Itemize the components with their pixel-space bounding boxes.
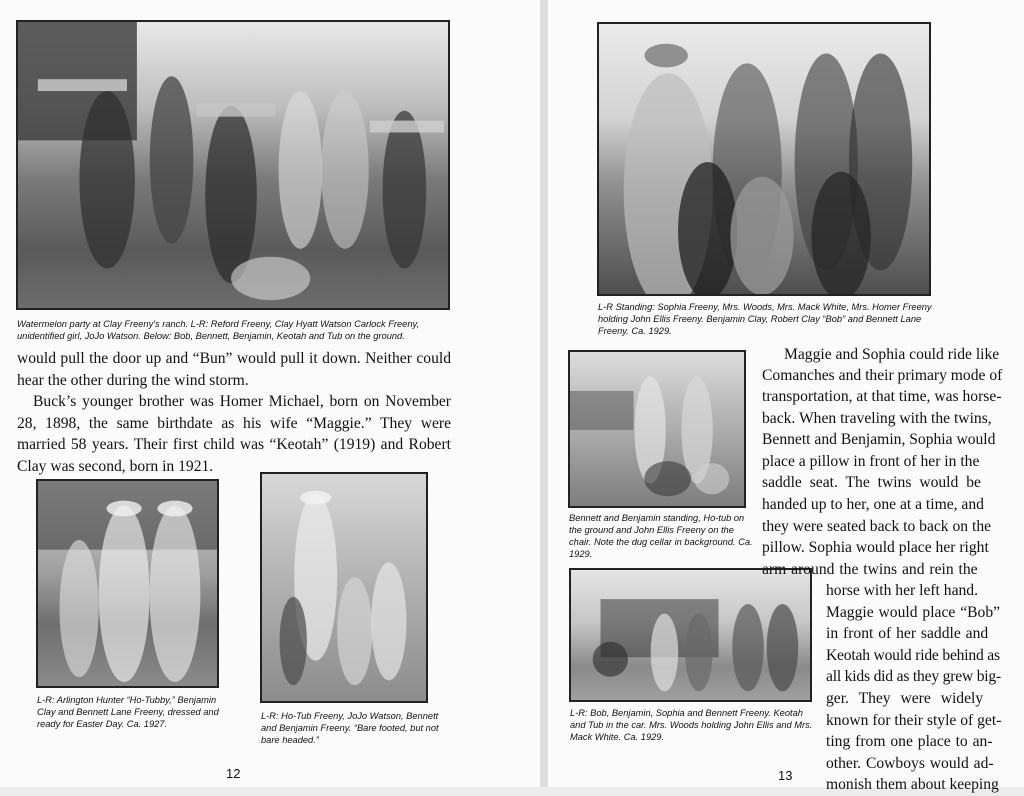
right-page: [548, 0, 1024, 793]
right-body-line: Bennett and Benjamin, Sophia would: [762, 431, 996, 448]
easter-day-photo: [36, 479, 219, 688]
touring-car-caption: L-R: Bob, Benjamin, Sophia and Bennett Freeny. Keotah and Tub in the car. Mrs. Woods holding John Ellis and Mrs. Mack White. Ca. 1929.: [570, 708, 813, 742]
right-body-line: ger. They were widely: [826, 690, 984, 707]
right-body-line: they were seated back to back on the: [762, 518, 992, 535]
watermelon-party-photo: [16, 20, 450, 310]
watermelon-party-caption: Watermelon party at Clay Freeny's ranch. L-R: Reford Freeny, Clay Hyatt Watson Carlock Freeny, unidentified girl, JoJo Watson. Below: Bob, Bennett, Benjamin, Keotah and Tub on the ground.: [17, 319, 420, 341]
right-body-line: known for their style of get-: [826, 712, 1002, 729]
right-body-line: Maggie and Sophia could ride like: [784, 346, 1000, 363]
left-paragraph-2: Buck’s younger brother was Homer Michael, born on November 28, 1898, the same birthdate as his wife “Maggie.” They were married 58 years. Their first child was “Keotah” (1919) and Robert Clay was second, born in 1921.: [17, 393, 451, 475]
bare-footed-photo: [260, 472, 428, 703]
left-paragraph-1: would pull the door up and “Bun” would pull it down. Neither could hear the other during the wind storm.: [17, 350, 451, 389]
right-body-line: Keotah would ride behind as: [826, 647, 1000, 664]
right-body-line: back. When traveling with the twins,: [762, 410, 992, 427]
right-body-line: ting from one place to an-: [826, 733, 993, 750]
right-body-line: monish them about keeping: [826, 776, 999, 793]
right-body-line: all kids did as they grew big-: [826, 668, 1002, 685]
right-body-line: arm around the twins and rein the: [762, 561, 978, 578]
right-body-line: saddle seat. The twins would be: [762, 474, 981, 491]
right-body-line: Maggie would place “Bob”: [826, 604, 1001, 621]
page-number-right: 13: [778, 768, 793, 783]
right-body-line: other. Cowboys would ad-: [826, 755, 994, 772]
family-group-photo: [597, 22, 931, 296]
right-body-line: horse with her left hand.: [826, 582, 978, 599]
twins-chair-caption: Bennett and Benjamin standing, Ho-tub on the ground and John Ellis Freeny on the chair. Note the dug cellar in background. Ca. 1929.: [569, 513, 753, 559]
right-body-line: place a pillow in front of her in the: [762, 453, 980, 470]
right-body-line: transportation, at that time, was horse-: [762, 388, 1002, 405]
book-spine: [540, 0, 548, 787]
right-body-line: pillow. Sophia would place her right: [762, 539, 989, 556]
twins-chair-photo: [568, 350, 746, 508]
right-body-line: Comanches and their primary mode of: [762, 367, 1003, 384]
touring-car-photo: [569, 568, 812, 702]
family-group-caption: L-R Standing: Sophia Freeny, Mrs. Woods, Mrs. Mack White, Mrs. Homer Freeny holding John Ellis Freeny. Benjamin Clay, Robert Clay “Bob” and Bennett Lane Freeny. Ca. 1929.: [598, 302, 932, 336]
easter-day-caption: L-R: Arlington Hunter “Ho-Tubby,” Benjamin Clay and Bennett Lane Freeny, dressed and ready for Easter Day. Ca. 1927.: [37, 695, 219, 729]
bare-footed-caption: L-R: Ho-Tub Freeny, JoJo Watson, Bennett and Benjamin Freeny. “Bare footed, but not bare headed.”: [261, 711, 439, 745]
right-body-line: handed up to her, one at a time, and: [762, 496, 984, 513]
page-number-left: 12: [226, 766, 241, 781]
right-body-line: in front of her saddle and: [826, 625, 989, 642]
